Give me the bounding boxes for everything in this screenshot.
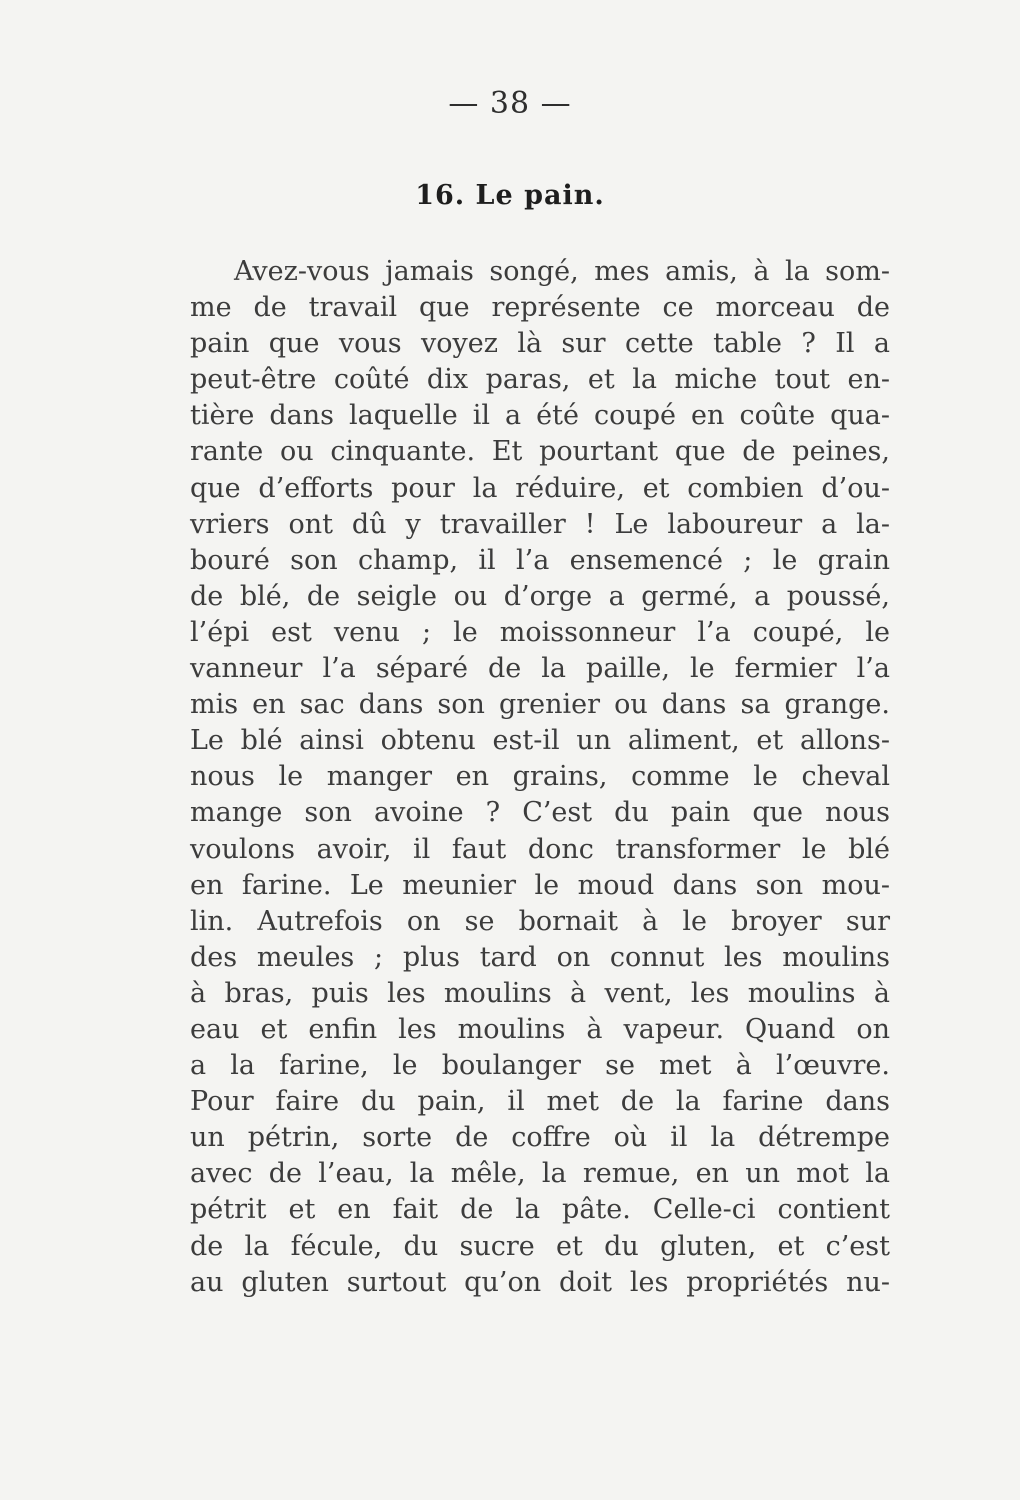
- text-line: mange son avoine ? C’est du pain que nous: [190, 797, 890, 829]
- text-line: peut-être coûté dix paras, et la miche tout en-: [190, 364, 890, 396]
- text-line: en farine. Le meunier le moud dans son mou-: [190, 869, 890, 901]
- text-line: au gluten surtout qu’on doit les propriétés nu-: [190, 1266, 890, 1298]
- text-line: tière dans laquelle il a été coupé en coûte qua-: [190, 400, 890, 432]
- text-line: un pétrin, sorte de coffre où il la détrempe: [190, 1122, 890, 1154]
- text-line: que d’efforts pour la réduire, et combien d’ou-: [190, 472, 890, 504]
- page-number: — 38 —: [448, 86, 572, 121]
- body-paragraph: [190, 254, 890, 1301]
- text-line: de la fécule, du sucre et du gluten, et c’est: [190, 1230, 890, 1262]
- text-line: Le blé ainsi obtenu est-il un aliment, et allons-: [190, 725, 890, 757]
- text-line: pétrit et en fait de la pâte. Celle-ci contient: [190, 1194, 890, 1226]
- text-line: voulons avoir, il faut donc transformer le blé: [190, 833, 890, 865]
- text-line: à bras, puis les moulins à vent, les moulins à: [190, 977, 890, 1009]
- text-line: a la farine, le boulanger se met à l’œuvre.: [190, 1050, 890, 1082]
- text-line: Avez-vous jamais songé, mes amis, à la som-: [234, 256, 890, 287]
- text-line: des meules ; plus tard on connut les moulins: [190, 941, 890, 973]
- text-line: vriers ont dû y travailler ! Le laboureur a la-: [190, 508, 890, 540]
- text-line: pain que vous voyez là sur cette table ? Il a: [190, 328, 890, 360]
- text-line: de blé, de seigle ou d’orge a germé, a poussé,: [190, 580, 890, 612]
- text-line: nous le manger en grains, comme le cheval: [190, 761, 890, 793]
- text-line: Pour faire du pain, il met de la farine dans: [190, 1086, 890, 1118]
- text-line: lin. Autrefois on se bornait à le broyer sur: [190, 905, 890, 937]
- text-line: l’épi est venu ; le moissonneur l’a coupé, le: [190, 616, 890, 648]
- chapter-title: 16. Le pain.: [415, 180, 605, 211]
- text-line: rante ou cinquante. Et pourtant que de peines,: [190, 436, 890, 468]
- text-line: avec de l’eau, la mêle, la remue, en un mot la: [190, 1158, 890, 1190]
- text-line: me de travail que représente ce morceau de: [190, 292, 890, 324]
- text-line: eau et enfin les moulins à vapeur. Quand on: [190, 1013, 890, 1045]
- text-line: vanneur l’a séparé de la paille, le fermier l’a: [190, 653, 890, 685]
- text-line: mis en sac dans son grenier ou dans sa grange.: [190, 689, 890, 721]
- text-line: bouré son champ, il l’a ensemencé ; le grain: [190, 544, 890, 576]
